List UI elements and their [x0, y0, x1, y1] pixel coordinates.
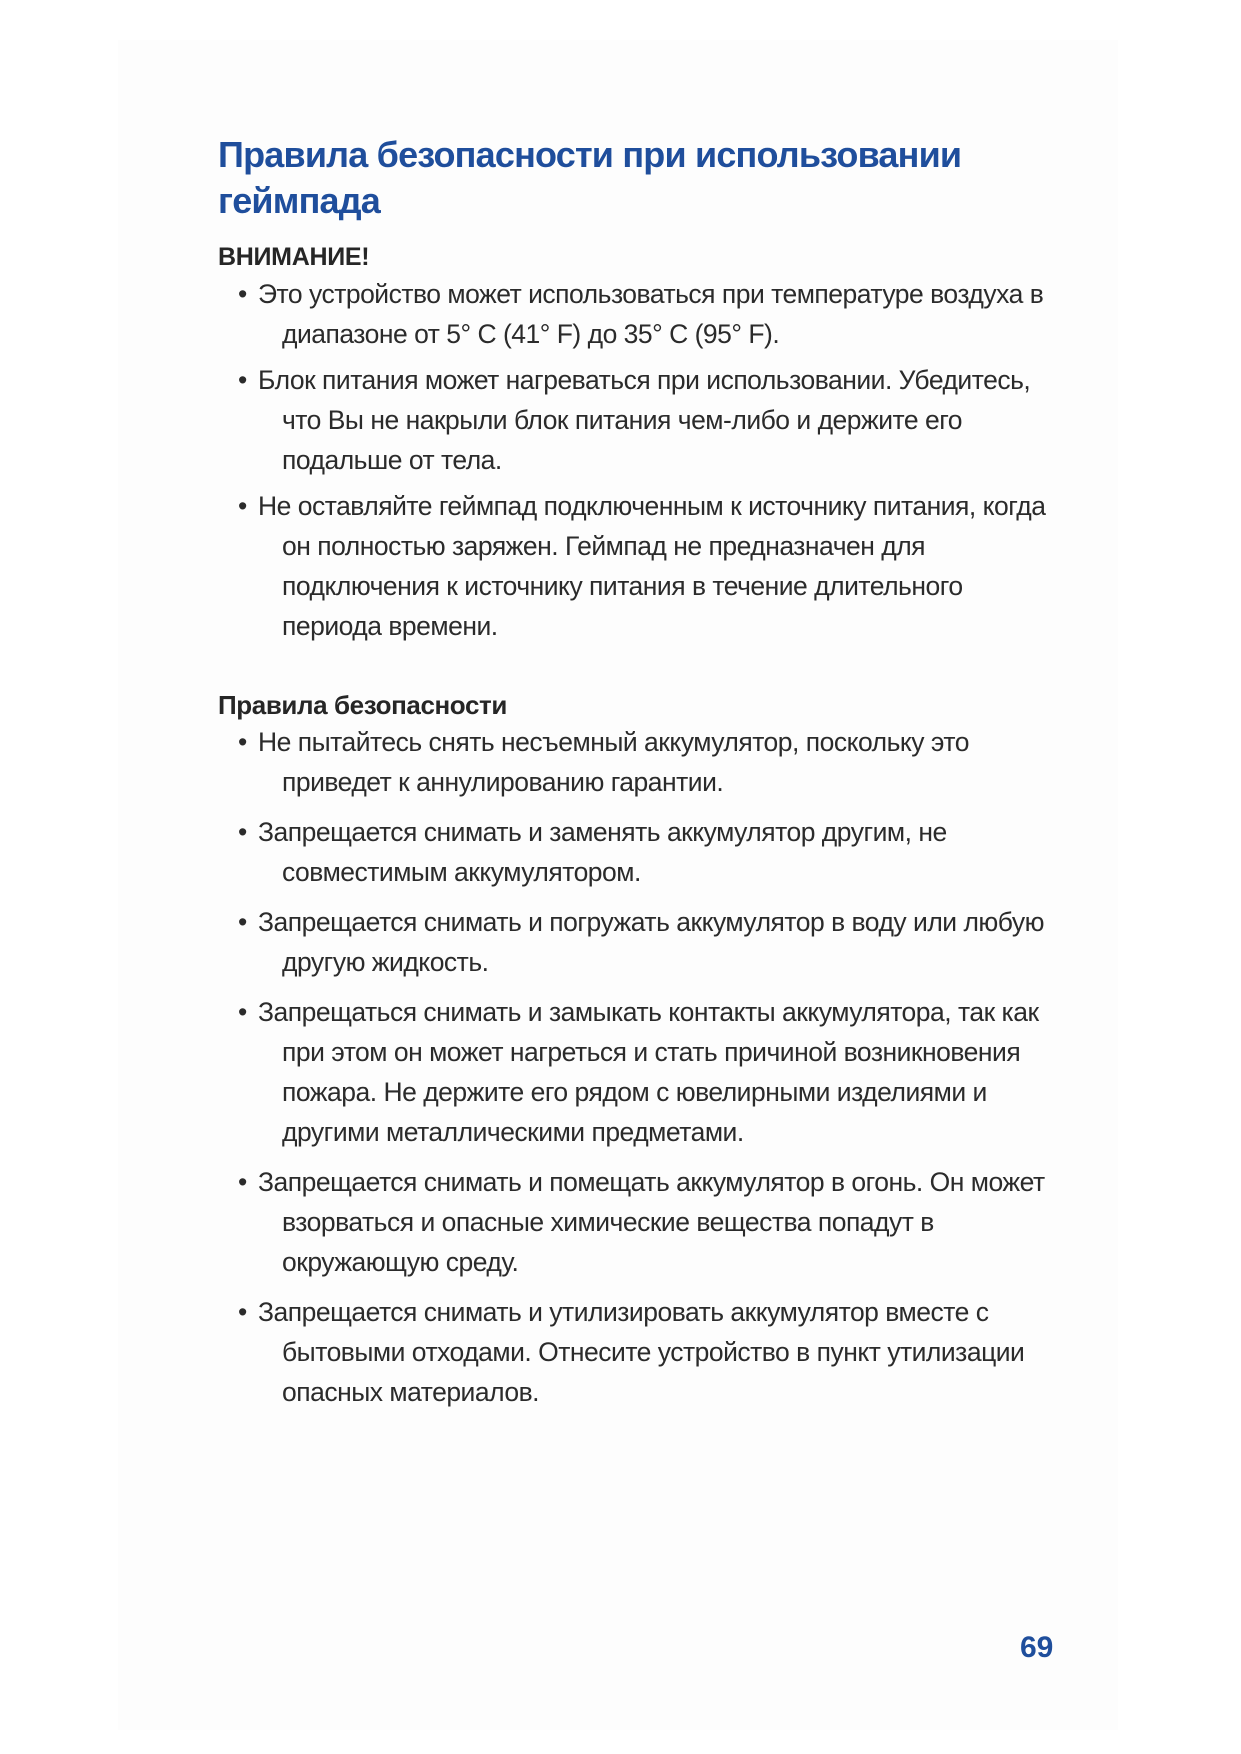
list-item-text: Запрещается снимать и заменять аккумулятор другим, не совместимым аккумулятором. — [258, 817, 947, 887]
bullet-icon: • — [238, 491, 247, 521]
bullet-icon: • — [238, 727, 247, 757]
bullet-icon: • — [238, 997, 247, 1027]
list-item — [218, 360, 1068, 480]
bullet-icon: • — [238, 1297, 247, 1327]
safety-heading: Правила безопасности — [218, 690, 507, 720]
list-item-text: Не пытайтесь снять несъемный аккумулятор, поскольку это приведет к аннулированию гарантии. — [258, 727, 969, 797]
list-item — [218, 1162, 1068, 1282]
warnings-list — [218, 274, 1068, 646]
list-item-text: Запрещаться снимать и замыкать контакты аккумулятора, так как при этом он может нагреться и стать причиной возникновения пожара. Не держите его рядом с ювелирными изделиями и другими металлическими предметами. — [258, 997, 1039, 1147]
list-item — [218, 1292, 1068, 1412]
bullet-icon: • — [238, 1167, 247, 1197]
bullet-icon: • — [238, 907, 247, 937]
list-item — [218, 486, 1068, 646]
list-item — [218, 902, 1068, 982]
bullet-icon: • — [238, 365, 247, 395]
list-item-text: Блок питания может нагреваться при использовании. Убедитесь, что Вы не накрыли блок питания чем-либо и держите его подальше от тела. — [258, 365, 1031, 475]
list-item-text: Запрещается снимать и помещать аккумулятор в огонь. Он может взорваться и опасные химические вещества попадут в окружающую среду. — [258, 1167, 1045, 1277]
list-item-text: Запрещается снимать и погружать аккумулятор в воду или любую другую жидкость. — [258, 907, 1045, 977]
list-item — [218, 812, 1068, 892]
attention-heading: ВНИМАНИЕ! — [218, 243, 370, 271]
list-item — [218, 722, 1068, 802]
bullet-icon: • — [238, 279, 247, 309]
list-item — [218, 274, 1068, 354]
list-item-text: Это устройство может использоваться при температуре воздуха в диапазоне от 5° C (41° F) до 35° C (95° F). — [258, 279, 1044, 349]
page-title: Правила безопасности при использовании геймпада — [218, 134, 962, 221]
bullet-icon: • — [238, 817, 247, 847]
list-item — [218, 992, 1068, 1152]
safety-rules-list — [218, 722, 1068, 1412]
page-number: 69 — [1020, 1631, 1054, 1664]
list-item-text: Не оставляйте геймпад подключенным к источнику питания, когда он полностью заряжен. Геймпад не предназначен для подключения к источнику питания в течение длительного периода времени. — [258, 491, 1046, 641]
list-item-text: Запрещается снимать и утилизировать аккумулятор вместе с бытовыми отходами. Отнесите устройство в пункт утилизации опасных материалов. — [258, 1297, 1025, 1407]
page-content — [218, 132, 1068, 1412]
